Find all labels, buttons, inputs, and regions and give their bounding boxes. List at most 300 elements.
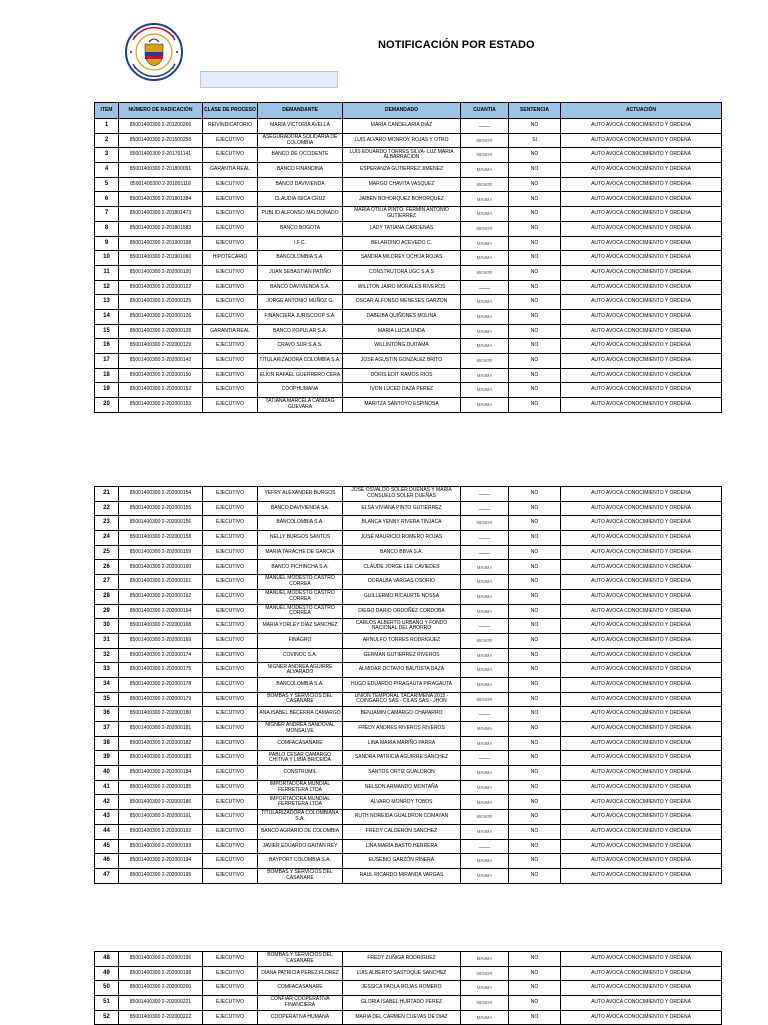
- cell-clase: EJECUTIVO: [203, 619, 258, 634]
- cell-cuantia: MINIMA: [461, 560, 509, 575]
- table-header-row: [95, 103, 722, 119]
- cell-item: 21: [95, 487, 119, 502]
- col-sentencia: SENTENCIA: [509, 103, 561, 119]
- cell-clase: EJECUTIVO: [203, 531, 258, 546]
- table-row: [95, 996, 722, 1011]
- table-row: [95, 839, 722, 854]
- cell-demandado: ALVARO MONROY TOBOS: [343, 795, 461, 810]
- cell-cuantia: ____: [461, 839, 509, 854]
- cell-radicacion: 85001400300 2-202000179: [119, 692, 203, 707]
- table-row: [95, 339, 722, 354]
- cell-sentencia: NO: [509, 868, 561, 883]
- cell-demandado: DORALBA VARGAS OSORIO: [343, 575, 461, 590]
- cell-demandante: BOMBAS Y SERVICIOS DEL CASANARE: [258, 868, 343, 883]
- cell-demandante: MARIA VICTORIA AVELLA: [258, 119, 343, 134]
- cell-item: 41: [95, 780, 119, 795]
- cell-clase: EJECUTIVO: [203, 722, 258, 737]
- cell-radicacion: 85001400300 2-202000178: [119, 677, 203, 692]
- cell-item: 33: [95, 663, 119, 678]
- cell-actuacion: AUTO AVOCA CONOCIMIENTO Y ORDENA: [561, 368, 722, 383]
- cell-actuacion: AUTO AVOCA CONOCIMIENTO Y ORDENA: [561, 280, 722, 295]
- table-row: [95, 383, 722, 398]
- cell-demandado: BLANCA YENNY RIVERA TINJACA: [343, 516, 461, 531]
- table-row: [95, 487, 722, 502]
- cell-clase: EJECUTIVO: [203, 398, 258, 413]
- cell-demandante: MANUEL MODESTO CASTRO CORREA: [258, 604, 343, 619]
- cell-clase: EJECUTIVO: [203, 996, 258, 1011]
- cell-actuacion: AUTO AVOCA CONOCIMIENTO Y ORDENA: [561, 251, 722, 266]
- cell-cuantia: MINIMA: [461, 766, 509, 781]
- table-row: [95, 354, 722, 369]
- cell-radicacion: 85001400300 2-202000192: [119, 824, 203, 839]
- cell-item: 29: [95, 604, 119, 619]
- cell-item: 4: [95, 163, 119, 178]
- cell-cuantia: MINIMA: [461, 309, 509, 324]
- cell-item: 6: [95, 192, 119, 207]
- cell-sentencia: NO: [509, 633, 561, 648]
- table-row: [95, 177, 722, 192]
- cell-sentencia: NO: [509, 236, 561, 251]
- cell-cuantia: MINIMA: [461, 368, 509, 383]
- cell-item: 22: [95, 501, 119, 516]
- cell-radicacion: 85001400300 2-202000183: [119, 751, 203, 766]
- cell-demandado: WILLTON JAIRO MORALES RIVEROS: [343, 280, 461, 295]
- cell-sentencia: SI: [509, 133, 561, 148]
- cell-cuantia: MINIMA: [461, 398, 509, 413]
- cell-cuantia: MINIMA: [461, 251, 509, 266]
- table-row: [95, 766, 722, 781]
- cell-actuacion: AUTO AVOCA CONOCIMIENTO Y ORDENA: [561, 177, 722, 192]
- cell-demandante: IMPORTADORA MUNDIAL FERRETERA LTDA: [258, 780, 343, 795]
- table-row: [95, 619, 722, 634]
- cell-clase: EJECUTIVO: [203, 854, 258, 869]
- cell-radicacion: 85001400300 2-201901060: [119, 251, 203, 266]
- cell-demandante: JUAN SEBASTIAN PATIÑO: [258, 265, 343, 280]
- cell-clase: EJECUTIVO: [203, 192, 258, 207]
- cell-clase: EJECUTIVO: [203, 589, 258, 604]
- cell-sentencia: NO: [509, 177, 561, 192]
- cell-demandante: BANCO FINANDINA: [258, 163, 343, 178]
- cell-demandado: MARIA CANDELARIA DIAZ: [343, 119, 461, 134]
- table-row: [95, 663, 722, 678]
- cell-actuacion: AUTO AVOCA CONOCIMIENTO Y ORDENA: [561, 531, 722, 546]
- col-demandante: DEMANDANTE: [258, 103, 343, 119]
- table-row: [95, 133, 722, 148]
- cell-sentencia: NO: [509, 981, 561, 996]
- col-cuantia: CUANTIA: [461, 103, 509, 119]
- cell-clase: EJECUTIVO: [203, 207, 258, 222]
- table-row: [95, 692, 722, 707]
- cell-sentencia: NO: [509, 119, 561, 134]
- cell-item: 28: [95, 589, 119, 604]
- cell-item: 34: [95, 677, 119, 692]
- cell-demandante: JORGE ANTONIO MUÑOZ G.: [258, 295, 343, 310]
- cell-demandante: CONSTRUMIL: [258, 766, 343, 781]
- cell-actuacion: AUTO AVOCA CONOCIMIENTO Y ORDENA: [561, 221, 722, 236]
- cell-actuacion: AUTO AVOCA CONOCIMIENTO Y ORDENA: [561, 265, 722, 280]
- cell-sentencia: NO: [509, 368, 561, 383]
- cell-actuacion: AUTO AVOCA CONOCIMIENTO Y ORDENA: [561, 324, 722, 339]
- cell-item: 48: [95, 952, 119, 967]
- cell-radicacion: 85001400300 2-202000174: [119, 648, 203, 663]
- cell-actuacion: AUTO AVOCA CONOCIMIENTO Y ORDENA: [561, 839, 722, 854]
- cell-demandante: BANCO DAVIVIENDA: [258, 177, 343, 192]
- cell-item: 42: [95, 795, 119, 810]
- cell-demandado: GLORIA ISABEL HURTADO PEREZ: [343, 996, 461, 1011]
- cell-clase: EJECUTIVO: [203, 952, 258, 967]
- cell-sentencia: NO: [509, 854, 561, 869]
- cell-demandado: DABEIBA QUIÑONES MOLINA: [343, 309, 461, 324]
- table-row: [95, 309, 722, 324]
- cell-sentencia: NO: [509, 619, 561, 634]
- cell-sentencia: NO: [509, 487, 561, 502]
- cell-demandante: MANUEL MODESTO CASTRO CORREA: [258, 575, 343, 590]
- cell-actuacion: AUTO AVOCA CONOCIMIENTO Y ORDENA: [561, 148, 722, 163]
- cell-radicacion: 85001400300 2-202000152: [119, 383, 203, 398]
- cell-clase: REIVINDICATORIO: [203, 119, 258, 134]
- cell-actuacion: AUTO AVOCA CONOCIMIENTO Y ORDENA: [561, 996, 722, 1011]
- cell-clase: EJECUTIVO: [203, 133, 258, 148]
- cell-demandado: MARIA DEL CARMEN CUEVAS DE DIAZ: [343, 1010, 461, 1025]
- cell-cuantia: ____: [461, 119, 509, 134]
- cell-cuantia: MINIMA: [461, 236, 509, 251]
- cell-item: 50: [95, 981, 119, 996]
- col-clase: CLASE DE PROCESO: [203, 103, 258, 119]
- cell-radicacion: 85001400300 2-202000221: [119, 996, 203, 1011]
- cell-demandado: MARIA OTILIA PINTO; FERMIN ANTONIO GUTIERREZ: [343, 207, 461, 222]
- cell-clase: EJECUTIVO: [203, 766, 258, 781]
- table-row: [95, 324, 722, 339]
- cell-radicacion: 85001400300 2-202000182: [119, 736, 203, 751]
- cell-demandante: ELKIN RAFAEL GUERRERO CERA: [258, 368, 343, 383]
- table-row: [95, 545, 722, 560]
- cell-sentencia: NO: [509, 766, 561, 781]
- table-row: [95, 780, 722, 795]
- cell-sentencia: NO: [509, 148, 561, 163]
- cell-clase: EJECUTIVO: [203, 1010, 258, 1025]
- cell-cuantia: MINIMA: [461, 383, 509, 398]
- cell-actuacion: AUTO AVOCA CONOCIMIENTO Y ORDENA: [561, 192, 722, 207]
- cell-radicacion: 85001400300 2-202000198: [119, 966, 203, 981]
- cell-demandado: CLAUDE JORGE LEE CAVIEDES: [343, 560, 461, 575]
- cell-demandante: I.F.C.: [258, 236, 343, 251]
- cell-clase: EJECUTIVO: [203, 354, 258, 369]
- cell-item: 47: [95, 868, 119, 883]
- cell-radicacion: 85001400300 2-202000125: [119, 295, 203, 310]
- table-row: [95, 795, 722, 810]
- cell-item: 23: [95, 516, 119, 531]
- cell-demandante: COMFACASANARE: [258, 736, 343, 751]
- table-row: [95, 501, 722, 516]
- cell-cuantia: MENOR: [461, 265, 509, 280]
- cell-demandado: BANCO BBVA S.A.: [343, 545, 461, 560]
- table-row: [95, 236, 722, 251]
- cell-clase: EJECUTIVO: [203, 633, 258, 648]
- cell-cuantia: MINIMA: [461, 795, 509, 810]
- table-row: [95, 148, 722, 163]
- cell-cuantia: MINIMA: [461, 677, 509, 692]
- cell-demandado: SANDRA PATRICIA AGUIRRE SANCHEZ: [343, 751, 461, 766]
- cell-clase: EJECUTIVO: [203, 824, 258, 839]
- cell-cuantia: MINIMA: [461, 981, 509, 996]
- cell-actuacion: AUTO AVOCA CONOCIMIENTO Y ORDENA: [561, 309, 722, 324]
- table-row: [95, 981, 722, 996]
- cell-item: 52: [95, 1010, 119, 1025]
- cell-demandante: IMPORTADORA MUNDIAL FERRETERA LTDA: [258, 795, 343, 810]
- cell-actuacion: AUTO AVOCA CONOCIMIENTO Y ORDENA: [561, 780, 722, 795]
- table-row: [95, 966, 722, 981]
- cell-demandante: FINAGRO: [258, 633, 343, 648]
- cell-clase: EJECUTIVO: [203, 487, 258, 502]
- cell-cuantia: MINIMA: [461, 952, 509, 967]
- cell-demandado: JOSE OSVALDO SOLER DUENAS Y MARIA CONSUELO SOLER DUEÑAS: [343, 487, 461, 502]
- cell-demandado: SANTOS ORTIZ GUALDRON: [343, 766, 461, 781]
- cell-item: 35: [95, 692, 119, 707]
- cell-radicacion: 85001400300 2-201801473: [119, 207, 203, 222]
- cell-demandado: FREDY CALDERON SANCHEZ: [343, 824, 461, 839]
- cell-sentencia: NO: [509, 952, 561, 967]
- cell-sentencia: NO: [509, 1010, 561, 1025]
- cell-demandante: TATIANA MARCELA CANIZAG GUEVARA: [258, 398, 343, 413]
- cell-clase: EJECUTIVO: [203, 692, 258, 707]
- cell-sentencia: NO: [509, 545, 561, 560]
- cell-item: 13: [95, 295, 119, 310]
- cell-radicacion: 85001400300 2-201900198: [119, 236, 203, 251]
- cell-actuacion: AUTO AVOCA CONOCIMIENTO Y ORDENA: [561, 619, 722, 634]
- cell-radicacion: 85001400300 2-201801118: [119, 177, 203, 192]
- cell-actuacion: AUTO AVOCA CONOCIMIENTO Y ORDENA: [561, 633, 722, 648]
- cell-sentencia: NO: [509, 751, 561, 766]
- cell-radicacion: 85001400300 2-202000164: [119, 604, 203, 619]
- cell-demandado: ALMIDAR OCTAVIO BAUTISTA DAZA: [343, 663, 461, 678]
- cell-clase: EJECUTIVO: [203, 981, 258, 996]
- cell-actuacion: AUTO AVOCA CONOCIMIENTO Y ORDENA: [561, 868, 722, 883]
- cell-actuacion: AUTO AVOCA CONOCIMIENTO Y ORDENA: [561, 295, 722, 310]
- cell-item: 26: [95, 560, 119, 575]
- cell-cuantia: MENOR: [461, 633, 509, 648]
- cell-sentencia: NO: [509, 309, 561, 324]
- cell-clase: GARANTIA REAL: [203, 163, 258, 178]
- table-row: [95, 1010, 722, 1025]
- notification-table-3: [94, 951, 722, 1025]
- cell-sentencia: NO: [509, 531, 561, 546]
- cell-demandante: NIGNER ANDREA AGUIRRE ALVARADO: [258, 663, 343, 678]
- cell-sentencia: NO: [509, 589, 561, 604]
- cell-cuantia: ____: [461, 707, 509, 722]
- cell-sentencia: NO: [509, 736, 561, 751]
- cell-clase: EJECUTIVO: [203, 736, 258, 751]
- table-row: [95, 280, 722, 295]
- cell-clase: EJECUTIVO: [203, 575, 258, 590]
- cell-sentencia: NO: [509, 192, 561, 207]
- seal-logo: [123, 22, 185, 82]
- cell-demandado: DORIS EDIT RAMOS RIOS: [343, 368, 461, 383]
- cell-radicacion: 85001400300 2-202000185: [119, 780, 203, 795]
- cell-demandante: FINANCIERA JURISCOOP S.A.: [258, 309, 343, 324]
- cell-actuacion: AUTO AVOCA CONOCIMIENTO Y ORDENA: [561, 707, 722, 722]
- table-row: [95, 368, 722, 383]
- cell-sentencia: NO: [509, 516, 561, 531]
- cell-cuantia: ____: [461, 751, 509, 766]
- cell-demandante: ANA ISABEL BECERRA CAMARGO: [258, 707, 343, 722]
- cell-demandante: CLAUDIA ISICA CRUZ: [258, 192, 343, 207]
- cell-demandante: MANUEL MODESTO CASTRO CORREA: [258, 589, 343, 604]
- cell-item: 38: [95, 736, 119, 751]
- cell-sentencia: NO: [509, 354, 561, 369]
- cell-actuacion: AUTO AVOCA CONOCIMIENTO Y ORDENA: [561, 560, 722, 575]
- cell-item: 46: [95, 854, 119, 869]
- cell-demandante: BANCO POPULAR S.A.: [258, 324, 343, 339]
- cell-cuantia: ____: [461, 280, 509, 295]
- cell-cuantia: MINIMA: [461, 575, 509, 590]
- cell-cuantia: MINIMA: [461, 663, 509, 678]
- cell-radicacion: 85001400300 2-202000122: [119, 280, 203, 295]
- cell-sentencia: NO: [509, 280, 561, 295]
- cell-clase: EJECUTIVO: [203, 501, 258, 516]
- cell-cuantia: MINIMA: [461, 824, 509, 839]
- table-row: [95, 707, 722, 722]
- cell-cuantia: MENOR: [461, 221, 509, 236]
- cell-radicacion: 85001400300 2-202000161: [119, 575, 203, 590]
- cell-item: 39: [95, 751, 119, 766]
- cell-demandado: IVON LUCED DAZA PEREZ: [343, 383, 461, 398]
- cell-cuantia: MINIMA: [461, 868, 509, 883]
- cell-actuacion: AUTO AVOCA CONOCIMIENTO Y ORDENA: [561, 810, 722, 825]
- cell-demandado: BELARDINO ACEVEDO C.: [343, 236, 461, 251]
- cell-demandante: COVINOC S.A.: [258, 648, 343, 663]
- cell-item: 31: [95, 633, 119, 648]
- cell-sentencia: NO: [509, 501, 561, 516]
- cell-demandante: CRAVO SUR S.A.S.: [258, 339, 343, 354]
- cell-clase: EJECUTIVO: [203, 383, 258, 398]
- cell-radicacion: 85001400300 2-201801384: [119, 192, 203, 207]
- cell-actuacion: AUTO AVOCA CONOCIMIENTO Y ORDENA: [561, 236, 722, 251]
- cell-actuacion: AUTO AVOCA CONOCIMIENTO Y ORDENA: [561, 966, 722, 981]
- cell-item: 8: [95, 221, 119, 236]
- cell-clase: EJECUTIVO: [203, 516, 258, 531]
- cell-sentencia: NO: [509, 398, 561, 413]
- cell-radicacion: 85001400300 2-202000126: [119, 309, 203, 324]
- cell-actuacion: AUTO AVOCA CONOCIMIENTO Y ORDENA: [561, 383, 722, 398]
- cell-sentencia: NO: [509, 207, 561, 222]
- cell-sentencia: NO: [509, 383, 561, 398]
- table-row: [95, 560, 722, 575]
- cell-radicacion: 85001400300 2-202000195: [119, 868, 203, 883]
- cell-cuantia: ____: [461, 545, 509, 560]
- cell-demandado: ESPERANZA GUTIERREZ JIMENEZ: [343, 163, 461, 178]
- cell-demandante: BANCO AGRARIO DE COLOMBIA: [258, 824, 343, 839]
- cell-radicacion: 85001400300 2-202000181: [119, 722, 203, 737]
- cell-clase: EJECUTIVO: [203, 795, 258, 810]
- cell-item: 2: [95, 133, 119, 148]
- table-row: [95, 677, 722, 692]
- cell-demandado: SANDRA MILDREY OCHOA ROJAS: [343, 251, 461, 266]
- table-row: [95, 398, 722, 413]
- cell-item: 1: [95, 119, 119, 134]
- cell-radicacion: 85001400300 2-202000160: [119, 560, 203, 575]
- table-row: [95, 575, 722, 590]
- cell-radicacion: 85001400300 2-202000158: [119, 531, 203, 546]
- cell-actuacion: AUTO AVOCA CONOCIMIENTO Y ORDENA: [561, 795, 722, 810]
- cell-item: 15: [95, 324, 119, 339]
- cell-demandado: NELSON ARMANDO MONTAÑA: [343, 780, 461, 795]
- cell-cuantia: MINIMA: [461, 324, 509, 339]
- cell-clase: EJECUTIVO: [203, 280, 258, 295]
- cell-cuantia: MENOR: [461, 692, 509, 707]
- col-demandado: DEMANDADO: [343, 103, 461, 119]
- cell-radicacion: 85001400300 2-202000175: [119, 663, 203, 678]
- cell-actuacion: AUTO AVOCA CONOCIMIENTO Y ORDENA: [561, 119, 722, 134]
- cell-actuacion: AUTO AVOCA CONOCIMIENTO Y ORDENA: [561, 354, 722, 369]
- cell-demandado: BENJAMIN CAMARGO CHAPARRO: [343, 707, 461, 722]
- table-row: [95, 221, 722, 236]
- cell-item: 5: [95, 177, 119, 192]
- cell-cuantia: MINIMA: [461, 780, 509, 795]
- cell-clase: EJECUTIVO: [203, 751, 258, 766]
- cell-demandante: CONFIAR COOPERATIVA FINANCIERA: [258, 996, 343, 1011]
- cell-demandante: MARIA TARACHE DE GARCIA: [258, 545, 343, 560]
- cell-cuantia: MINIMA: [461, 163, 509, 178]
- cell-demandante: BANCO DE OCCIDENTE: [258, 148, 343, 163]
- cell-radicacion: 85001400300 2-202000184: [119, 766, 203, 781]
- table-row: [95, 751, 722, 766]
- cell-clase: EJECUTIVO: [203, 545, 258, 560]
- cell-radicacion: 85001400300 2-202000193: [119, 839, 203, 854]
- cell-demandante: NIGNER ANDREA SANDOVAL MONSALVE: [258, 722, 343, 737]
- cell-sentencia: NO: [509, 221, 561, 236]
- cell-cuantia: MENOR: [461, 148, 509, 163]
- cell-cuantia: MENOR: [461, 810, 509, 825]
- cell-item: 19: [95, 383, 119, 398]
- cell-cuantia: MENOR: [461, 177, 509, 192]
- col-item: ITEM: [95, 103, 119, 119]
- table-row: [95, 868, 722, 883]
- cell-demandante: COMFACASANARE: [258, 981, 343, 996]
- cell-actuacion: AUTO AVOCA CONOCIMIENTO Y ORDENA: [561, 339, 722, 354]
- cell-actuacion: AUTO AVOCA CONOCIMIENTO Y ORDENA: [561, 589, 722, 604]
- cell-sentencia: NO: [509, 575, 561, 590]
- table-row: [95, 648, 722, 663]
- table-row: [95, 824, 722, 839]
- cell-demandante: BANCO DAVIVIENDA SA.: [258, 501, 343, 516]
- cell-demandante: BANCO BOGOTA: [258, 221, 343, 236]
- cell-demandado: LINA MARIA MARIÑO PARRA: [343, 736, 461, 751]
- cell-actuacion: AUTO AVOCA CONOCIMIENTO Y ORDENA: [561, 163, 722, 178]
- notification-table-2: [94, 486, 722, 884]
- cell-demandante: BANCOLOMBIA S.A.: [258, 516, 343, 531]
- cell-demandado: FREDY ANDRES RIVEROS RIVEROS: [343, 722, 461, 737]
- cell-radicacion: 85001400300 2-202000180: [119, 707, 203, 722]
- cell-cuantia: MINIMA: [461, 192, 509, 207]
- cell-clase: EJECUTIVO: [203, 966, 258, 981]
- cell-radicacion: 85001400300 2-202000120: [119, 265, 203, 280]
- cell-demandado: CONSTRUTORA UGC S.A.S: [343, 265, 461, 280]
- cell-actuacion: AUTO AVOCA CONOCIMIENTO Y ORDENA: [561, 133, 722, 148]
- cell-cuantia: MINIMA: [461, 1010, 509, 1025]
- cell-radicacion: 85001400300 2-202000128: [119, 324, 203, 339]
- cell-item: 20: [95, 398, 119, 413]
- cell-clase: EJECUTIVO: [203, 604, 258, 619]
- cell-clase: EJECUTIVO: [203, 780, 258, 795]
- cell-radicacion: 85001400300 2-202000155: [119, 501, 203, 516]
- cell-clase: EJECUTIVO: [203, 368, 258, 383]
- cell-demandado: WILLINTONG DUITAMA: [343, 339, 461, 354]
- cell-item: 14: [95, 309, 119, 324]
- cell-demandante: JAVIER EDUARDO GAITAN REY: [258, 839, 343, 854]
- cell-radicacion: 85001400300 2-202000194: [119, 854, 203, 869]
- cell-demandado: FREDY ZUÑIGA RODRÍGUEZ: [343, 952, 461, 967]
- col-actuacion: ACTUACIÓN: [561, 103, 722, 119]
